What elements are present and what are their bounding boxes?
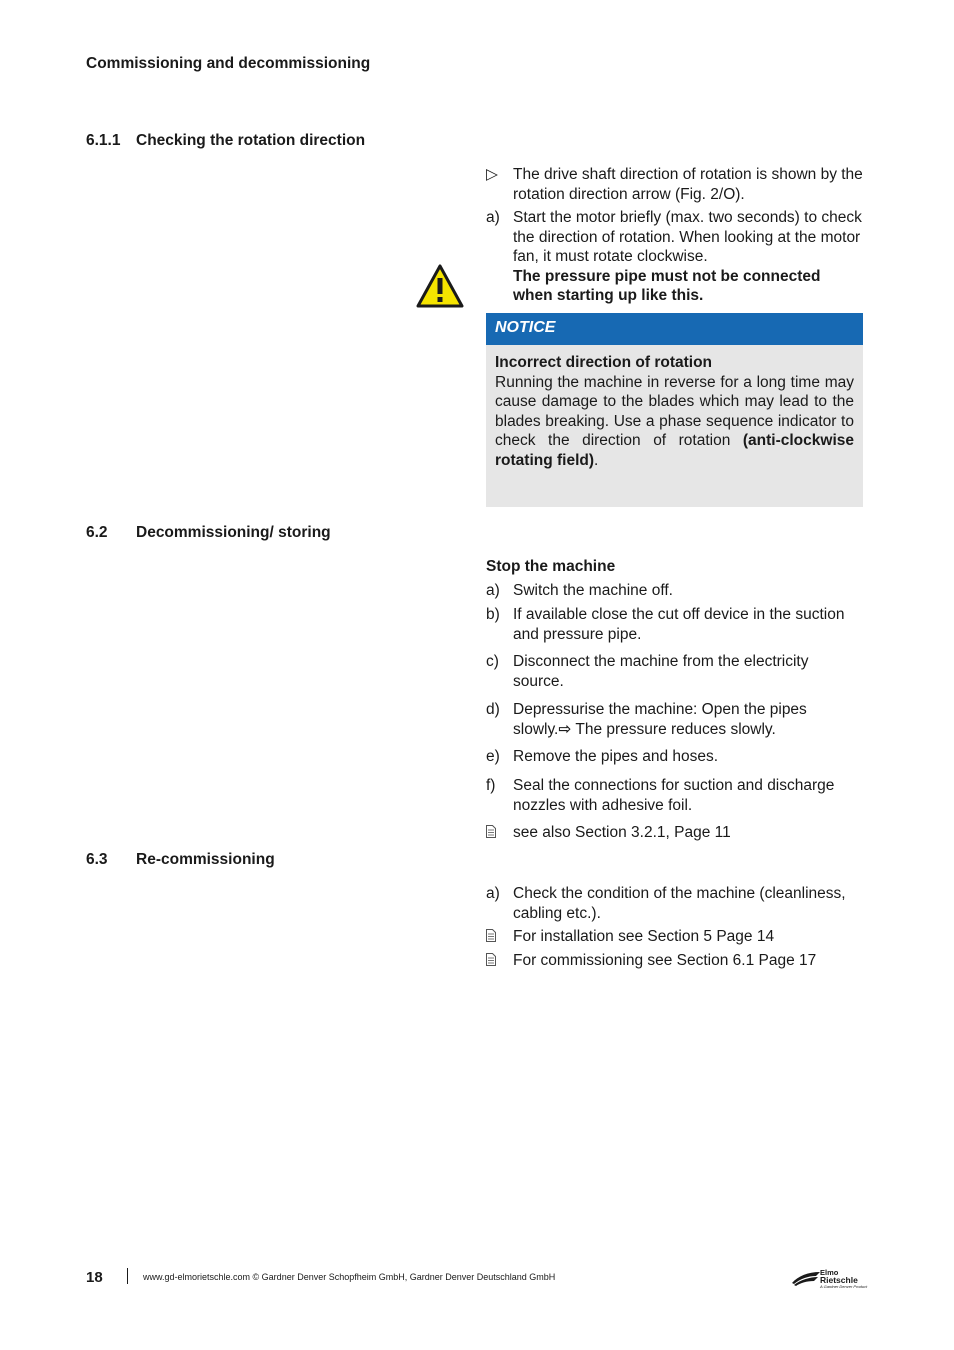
list-text: Check the condition of the machine (cleanliness, cabling etc.). — [513, 885, 846, 922]
list-text: Seal the connections for suction and discharge nozzles with adhesive foil. — [513, 777, 835, 814]
notice-label: NOTICE — [495, 319, 556, 336]
section-title: Re-commissioning — [136, 851, 275, 868]
list-text: For commissioning see Section 6.1 Page 17 — [513, 952, 817, 969]
logo-text-line3: A Gardner Denver Product — [820, 1284, 868, 1289]
list-marker: c) — [486, 653, 499, 670]
list-text: Switch the machine off. — [513, 582, 673, 599]
footer-divider — [127, 1268, 128, 1284]
list-item — [486, 605, 863, 644]
document-reference-icon — [486, 951, 510, 971]
list-text: Disconnect the machine from the electricity source. — [513, 653, 809, 690]
list-item — [486, 884, 863, 923]
list-marker: e) — [486, 748, 500, 765]
section-title: Checking the rotation direction — [136, 132, 366, 149]
list-item — [486, 652, 863, 691]
list-text — [513, 208, 863, 306]
result-arrow-icon: ⇨ — [558, 720, 572, 738]
step-text: Depressurise the machine: Open the pipes slowly. — [513, 701, 807, 738]
list-text: see also Section 3.2.1, Page 11 — [513, 824, 731, 841]
footer-copyright — [143, 1272, 555, 1282]
footer-copyright-text: © Gardner Denver Schopfheim GmbH, Gardner Denver Deutschland GmbH — [250, 1272, 556, 1282]
list-marker: a) — [486, 209, 500, 226]
step-result: The pressure reduces slowly. — [571, 720, 776, 738]
notice-emphasis: (anti-clockwise rotating field) — [495, 432, 854, 469]
list-marker: a) — [486, 582, 500, 599]
list-item — [486, 776, 863, 815]
running-header: Commissioning and decommissioning — [86, 55, 371, 72]
list-marker: d) — [486, 701, 500, 718]
list-item — [486, 951, 863, 971]
list-text: The drive shaft direction of rotation is shown by the rotation direction arrow (Fig. 2/O). — [513, 166, 863, 203]
section-number: 6.2 — [86, 524, 108, 541]
step-text: Start the motor briefly (max. two seconds) to check the direction of rotation. When looking at the motor fan, it must rotate clockwise. — [513, 209, 862, 265]
list-marker: f) — [486, 777, 496, 794]
page-number: 18 — [86, 1269, 103, 1286]
list-item — [486, 581, 863, 601]
list-item — [486, 165, 863, 204]
list-text: Remove the pipes and hoses. — [513, 748, 719, 765]
list-marker: b) — [486, 606, 500, 623]
section-heading-62 — [86, 524, 331, 542]
section-number: 6.3 — [86, 851, 108, 868]
section-number: 6.1.1 — [86, 132, 121, 149]
document-reference-icon — [486, 927, 510, 947]
notice-message: Running the machine in reverse for a long time may cause damage to the blades which may lead to the blades breaking. Use a phase sequence indicator to check the direction of rotation — [495, 373, 854, 449]
list-marker: a) — [486, 885, 500, 902]
list-text: If available close the cut off device in the suction and pressure pipe. — [513, 606, 845, 643]
list-marker: ▷ — [486, 166, 498, 183]
notice-header — [486, 313, 863, 345]
warning-triangle-icon — [416, 264, 464, 308]
list-item — [486, 927, 863, 947]
notice-text — [495, 353, 854, 470]
footer-website-link[interactable]: www.gd-elmorietschle.com — [143, 1272, 251, 1282]
list-text — [513, 700, 863, 739]
notice-period: . — [594, 451, 599, 469]
section-heading-611 — [86, 132, 365, 150]
logo-text-line2: Rietschle — [820, 1275, 858, 1285]
logo-text-line1: Elmo — [820, 1268, 839, 1277]
section-heading-63 — [86, 851, 275, 869]
list-item — [486, 700, 863, 739]
document-reference-icon — [486, 823, 510, 843]
list-text: For installation see Section 5 Page 14 — [513, 928, 775, 945]
subheading: Stop the machine — [486, 558, 616, 575]
list-item — [486, 823, 863, 843]
list-item — [486, 747, 863, 767]
notice-title: Incorrect direction of rotation — [495, 354, 713, 371]
step-warning-text: The pressure pipe must not be connected when starting up like this. — [513, 267, 821, 304]
notice-body — [486, 345, 863, 507]
section-title: Decommissioning/ storing — [136, 524, 331, 541]
list-item — [486, 208, 863, 306]
